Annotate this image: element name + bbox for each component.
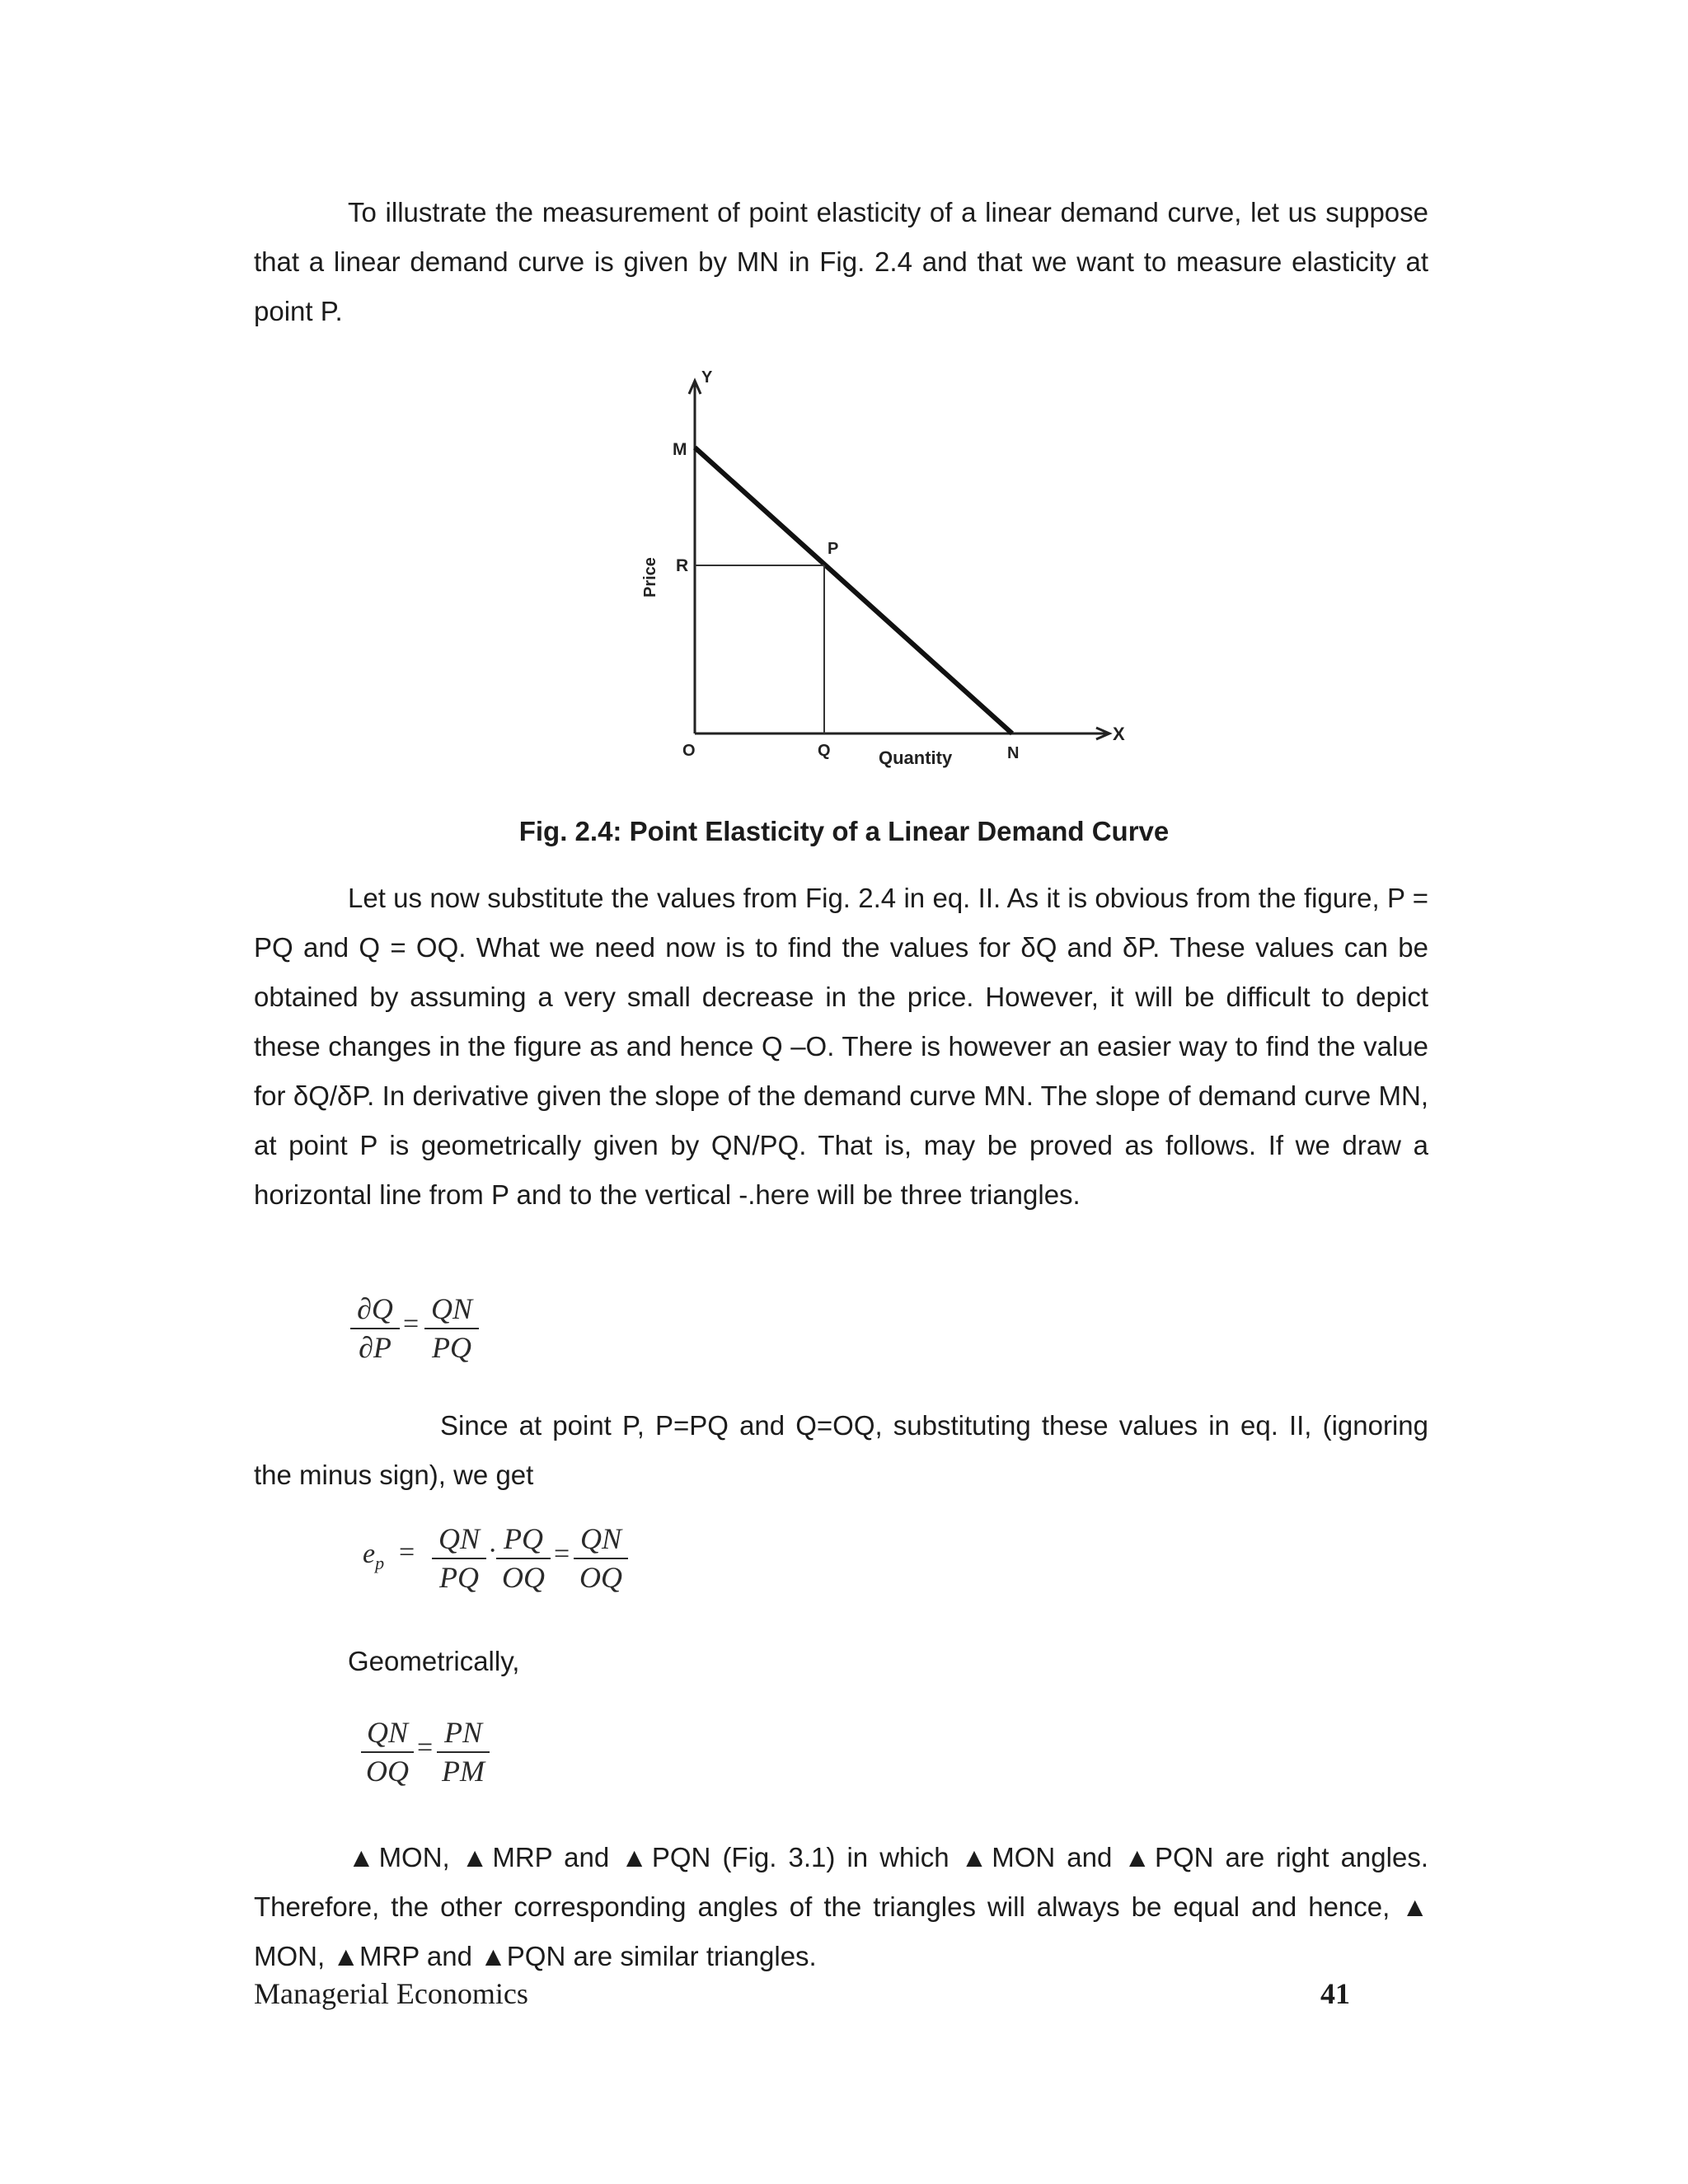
y-axis-title: Price [641,557,659,598]
figure-caption: Fig. 2.4: Point Elasticity of a Linear Demand Curve [518,816,1170,846]
equation-slope [350,1291,499,1373]
label-q: Q [818,742,831,760]
substitute-paragraph: Let us now substitute the values from Fig. 2.4 in eq. II. As it is obvious from the figure, P = PQ and Q = OQ. What we need now is to find the values for δQ and δP. These values can be obtained by assuming a very small decrease in the price. However, it will be difficult to depict these changes in the figure as and hence Q –O. There is however an easier way to find the value for δQ/δP. In derivative given the slope of the demand curve MN. The slope of demand curve MN, at point P is geometrically given by QN/PQ. That is, may be proved as follows. If we draw a horizontal line from P and to the vertical -.here will be three triangles. [254,883,1428,1210]
eq2-equals-1: = [399,1537,415,1568]
eq1-rhs-den: PQ [432,1331,471,1364]
eq2-lhs: $e_p$ [363,1539,385,1573]
eq1-lhs-fraction [350,1291,400,1366]
eq2-f1-num: QN [432,1521,486,1559]
eq3-rhs-num: PN [437,1714,490,1753]
x-axis-title: Quantity [879,748,953,768]
label-p: P [828,540,839,558]
eq1-rhs-num: QN [424,1291,479,1329]
eq2-f3-den: OQ [579,1561,622,1594]
eq3-lhs-fraction [361,1714,414,1789]
eq2-frac-3 [574,1521,628,1596]
eq3-rhs-den: PM [442,1755,485,1788]
label-m: M [673,440,687,459]
eq2-f1-den: PQ [439,1561,479,1594]
geometrically-label: Geometrically, [348,1646,520,1676]
eq3-equals: = [417,1732,434,1763]
eq1-lhs-num: ∂Q [350,1291,400,1329]
eq3-lhs-den: OQ [366,1755,409,1788]
triangles-paragraph: ▲MON, ▲MRP and ▲PQN (Fig. 3.1) in which ▲MON and ▲PQN are right angles. Therefore, the other corresponding angles of the triangles will always be equal and hence, ▲ MON, ▲MRP and ▲PQN are similar triangles. [254,1842,1428,1971]
demand-line-mn [695,448,1012,733]
label-o: O [682,742,696,760]
label-y: Y [701,368,713,387]
eq1-rhs-fraction [424,1291,479,1366]
eq1-equals: = [403,1309,420,1339]
page-number: 41 [1320,1977,1350,2010]
eq3-rhs-fraction [437,1714,490,1789]
since-paragraph: Since at point P, P=PQ and Q=OQ, substituting these values in eq. II, (ignoring the minus sign), we get [254,1410,1428,1490]
eq2-frac-2 [496,1521,551,1596]
label-r: R [676,556,689,575]
eq1-lhs-den: ∂P [359,1331,392,1364]
demand-curve-figure [626,363,1154,775]
eq3-lhs-num: QN [361,1714,414,1753]
label-x: X [1113,724,1125,744]
intro-paragraph: To illustrate the measurement of point elasticity of a linear demand curve, let us suppose that a linear demand curve is given by MN in Fig. 2.4 and that we want to measure elasticity at point P. [254,197,1428,326]
eq2-f3-num: QN [574,1521,628,1559]
eq2-f2-num: PQ [496,1521,551,1559]
equation-geometric [361,1714,509,1797]
eq2-frac-1 [432,1521,486,1596]
equation-elasticity [363,1521,643,1603]
eq2-f2-den: OQ [502,1561,545,1594]
eq2-equals-2: = [554,1539,570,1569]
label-n: N [1007,744,1020,762]
footer-book-title: Managerial Economics [254,1977,528,2010]
eq2-dot: · [488,1535,498,1566]
